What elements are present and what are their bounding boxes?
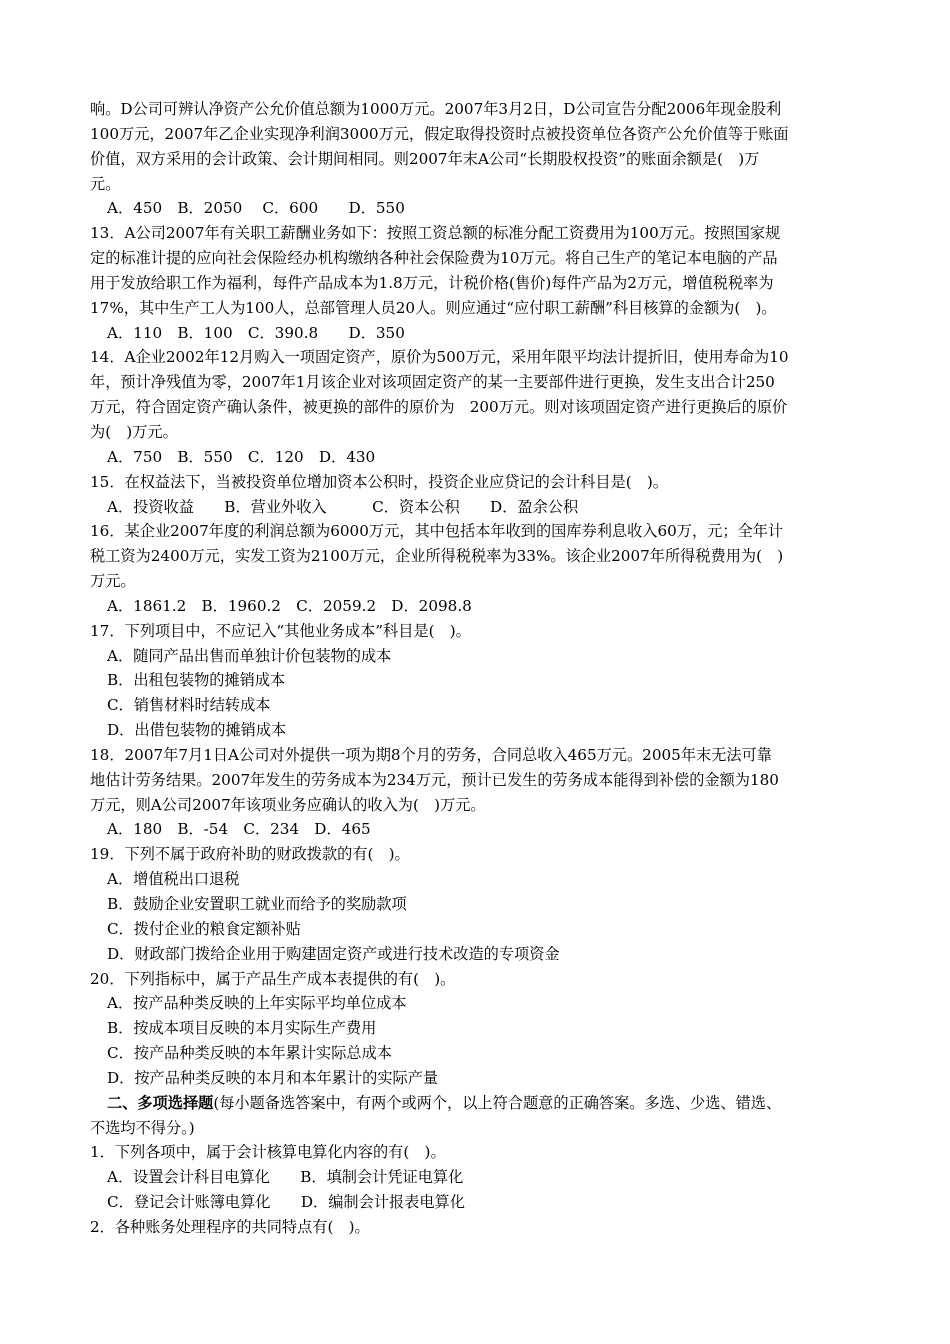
answer-options-line: C．销售材料时结转成本	[107, 696, 271, 715]
section-heading	[90, 1091, 864, 1116]
answer-options-line: D．财政部门拨给企业用于购建固定资产或进行技术改造的专项资金	[107, 944, 560, 963]
answer-options-line: C．登记会计账簿电算化 D．编制会计报表电算化	[107, 1193, 465, 1212]
question-text-line: 20．下列指标中，属于产品生产成本表提供的有( )。	[90, 969, 456, 988]
section-note: (每小题备选答案中，有两个或两个，以上符合题意的正确答案。多选、少选、错选、	[213, 1093, 782, 1112]
section-note-continued: 不选均不得分。)	[90, 1118, 195, 1137]
question-text-line: 价值，双方采用的会计政策、会计期间相同。则2007年末A公司“长期股权投资”的账面余额是( )万	[90, 149, 760, 168]
answer-options-line: A．投资收益 B．营业外收入 C．资本公积 D．盈余公积	[107, 497, 579, 516]
question-text-line: 万元。	[90, 572, 136, 591]
document-page	[90, 97, 864, 1240]
answer-options-line: D．出借包装物的摊销成本	[107, 721, 287, 740]
question-text-line: 定的标准计提的应向社会保险经办机构缴纳各种社会保险费为10万元。将自己生产的笔记本电脑的产品	[90, 249, 778, 268]
question-text-line: 19．下列不属于政府补助的财政拨款的有( )。	[90, 845, 410, 864]
question-text-line: 税工资为2400万元，实发工资为2100万元，企业所得税税率为33%。该企业2007年所得税费用为( )	[90, 547, 784, 566]
answer-options-line: A．750 B．550 C．120 D．430	[107, 447, 376, 466]
question-body	[90, 97, 864, 1091]
section-title: 二、多项选择题	[107, 1093, 214, 1112]
question-text-line: 100万元，2007年乙企业实现净利润3000万元，假定取得投资时点被投资单位各资产公允价值等于账面	[90, 124, 789, 143]
answer-options-line: A．110 B．100 C．390.8 D．350	[107, 323, 405, 342]
answer-options-line: A．随同产品出售而单独计价包装物的成本	[107, 646, 392, 665]
question-text-line: 年，预计净残值为零，2007年1月该企业对该项固定资产的某一主要部件进行更换，发生支出合计250	[90, 373, 775, 392]
question-text-line: 14．A企业2002年12月购入一项固定资产，原价为500万元，采用年限平均法计提折旧，使用寿命为10	[90, 348, 789, 367]
question-text-line: 万元，符合固定资产确认条件，被更换的部件的原价为 200万元。则对该项固定资产进行更换后的原价	[90, 398, 788, 417]
question-text-line: 1．下列各项中，属于会计核算电算化内容的有( )。	[90, 1143, 446, 1162]
question-text-line: 13．A公司2007年有关职工薪酬业务如下：按照工资总额的标准分配工资费用为100万元。按照国家规	[90, 224, 781, 243]
question-text-line: 用于发放给职工作为福利，每件产品成本为1.8万元，计税价格(售价)每件产品为2万元，增值税税率为	[90, 273, 774, 292]
question-text-line: 17．下列项目中，不应记入“其他业务成本”科目是( )。	[90, 621, 471, 640]
multi-choice-body	[90, 1140, 864, 1239]
question-text-line: 15．在权益法下，当被投资单位增加资本公积时，投资企业应贷记的会计科目是( )。	[90, 472, 668, 491]
answer-options-line: A．设置会计科目电算化 B．填制会计凭证电算化	[107, 1168, 464, 1187]
answer-options-line: B．鼓励企业安置职工就业而给予的奖励款项	[107, 895, 407, 913]
answer-options-line: A．增值税出口退税	[107, 870, 240, 889]
answer-options-line: B．按成本项目反映的本月实际生产费用	[107, 1019, 377, 1038]
answer-options-line: A．180 B．-54 C．234 D．465	[107, 820, 371, 839]
question-text-line: 2．各种账务处理程序的共同特点有( )。	[90, 1217, 370, 1236]
question-text-line: 元。	[90, 174, 121, 193]
question-text-line: 响。D公司可辨认净资产公允价值总额为1000万元。2007年3月2日，D公司宣告分配2006年现金股利	[90, 100, 782, 118]
question-text-line: 18．2007年7月1日A公司对外提供一项为期8个月的劳务，合同总收入465万元。2005年末无法可靠	[90, 745, 772, 764]
answer-options-line: A．450 B．2050 C．600 D．550	[107, 199, 405, 218]
answer-options-line: A．按产品种类反映的上年实际平均单位成本	[107, 994, 407, 1013]
answer-options-line: B．出租包装物的摊销成本	[107, 671, 286, 690]
answer-options-line: A．1861.2 B．1960.2 C．2059.2 D．2098.8	[107, 596, 472, 615]
question-text-line: 万元，则A公司2007年该项业务应确认的收入为( )万元。	[90, 795, 486, 814]
question-text-line: 17%，其中生产工人为100人，总部管理人员20人。则应通过“应付职工薪酬”科目核算的金额为( )。	[90, 298, 777, 317]
question-text-line: 地估计劳务结果。2007年发生的劳务成本为234万元，预计已发生的劳务成本能得到补偿的金额为180	[90, 770, 779, 789]
answer-options-line: D．按产品种类反映的本月和本年累计的实际产量	[107, 1068, 439, 1087]
question-text-line: 为( )万元。	[90, 422, 178, 441]
answer-options-line: C．按产品种类反映的本年累计实际总成本	[107, 1044, 392, 1063]
answer-options-line: C．拨付企业的粮食定额补贴	[107, 919, 301, 938]
question-text-line: 16．某企业2007年度的利润总额为6000万元，其中包括本年收到的国库券利息收入60万，元；全年计	[90, 522, 784, 541]
